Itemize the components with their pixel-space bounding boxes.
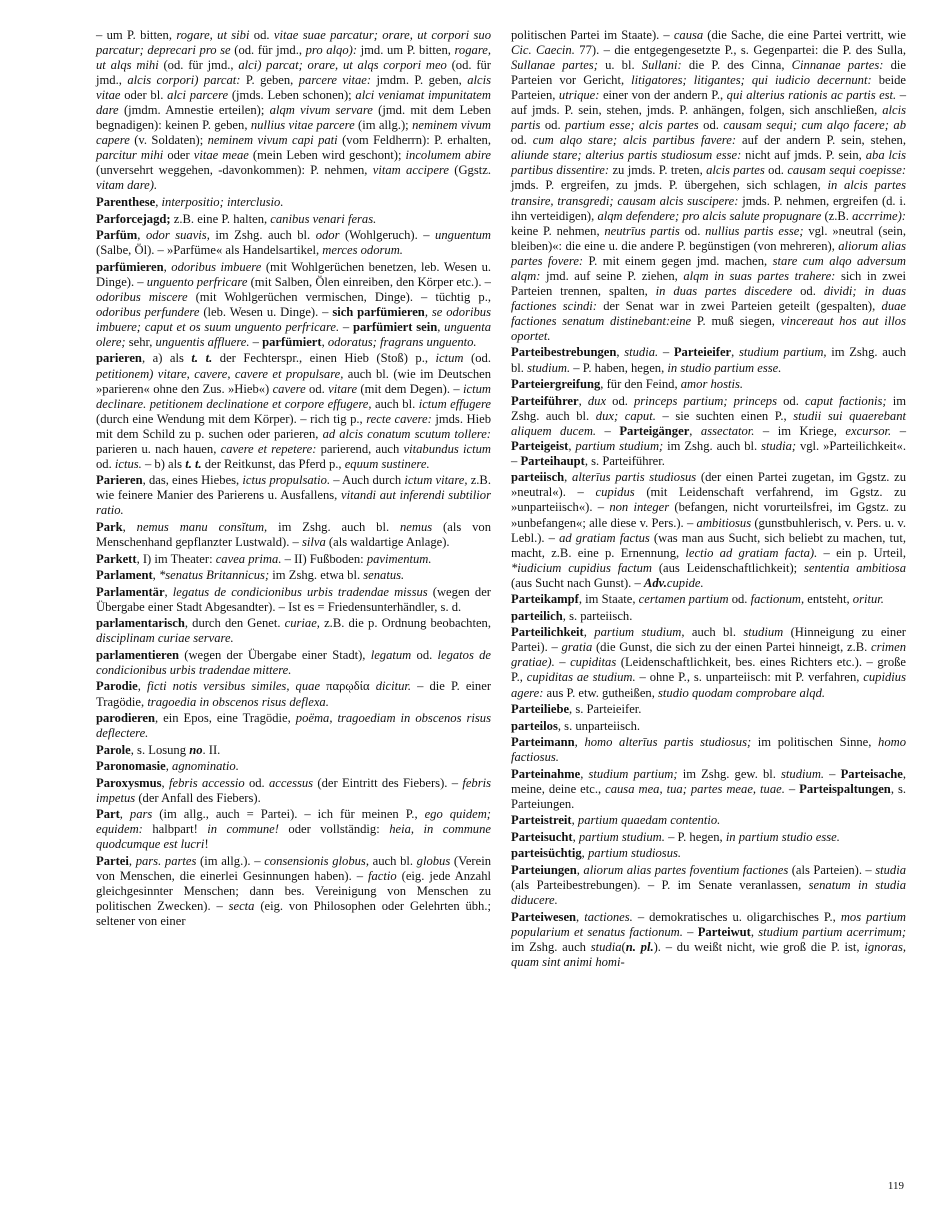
dictionary-entry: Paronomasie, agnominatio. — [96, 759, 239, 774]
dictionary-entry: Park, nemus manu consĭtum, im Zshg. auch bl. nemus (als von Menschenhand gepflanzter Lustwald). – silva (als waldartige Anlage). — [96, 520, 492, 550]
dictionary-entry: Parteiergreifung, für den Feind, amor hostis. — [511, 377, 744, 392]
right-column — [511, 28, 906, 971]
dictionary-entry: parodieren, ein Epos, eine Tragödie, poëma, tragoediam in obscenos risus deflectere. — [96, 711, 491, 741]
dictionary-entry: Parteisucht, partium studium. – P. hegen, in partium studio esse. — [511, 829, 840, 844]
dictionary-entry: Parlament, *senatus Britannicus; im Zshg. etwa bl. senatus. — [96, 568, 405, 583]
dictionary-entry: Parieren, das, eines Hiebes, ictus propulsatio. – Auch durch ictum vitare, z.B. wie feinere Manier des Parierens u. Ausfallens, vitandi aut inferendi subtilior ratio. — [96, 473, 491, 518]
dictionary-entry: parfümieren, odoribus imbuere (mit Wohlgerüchen benetzen, leb. Wesen u. Dinge). – unguento perfricare (mit Salben, Ölen einreiben, den Körper etc.). – odoribus miscere (mit Wohlgerüchen vermischen, Dinge). – tüchtig p., odoribus perfundere (leb. Wesen u. Dinge). – sich parfümieren, se odoribus imbuere; caput et os suum unguento perfricare. – parfümiert sein, unguenta olere; sehr, unguentis affluere. – parfümiert, odoratus; fragrans unguento. — [96, 259, 492, 349]
dictionary-entry: parlamentarisch, durch den Genet. curiae, z.B. die p. Ordnung beobachten, disciplinam curiae servare. — [96, 616, 491, 646]
dictionary-entry: Parteinahme, studium partium; im Zshg. gew. bl. studium. – Parteisache, meine, deine etc., causa mea, tua; partes meae, tuae. – Parteispaltungen, s. Parteiungen. — [511, 766, 906, 811]
dictionary-entry: Parteistreit, partium quaedam contentio. — [511, 813, 721, 828]
dictionary-entry: Part, pars (im allg., auch = Partei). – ich für meinen P., ego quidem; equidem: halbpart! in commune! oder vollständig: heia, in commune quodcumque est lucri! — [96, 807, 491, 852]
left-column — [96, 28, 491, 931]
dictionary-entry: Paroxysmus, febris accessio od. accessus (der Eintritt des Fiebers). – febris impetus (der Anfall des Fiebers). — [96, 775, 492, 805]
dictionary-entry: Parteimann, homo alterīus partis studiosus; im politischen Sinne, homo factiosus. — [511, 735, 907, 765]
dictionary-entry: Parforcejagd; z.B. eine P. halten, canibus venari feras. — [96, 211, 377, 226]
dictionary-entry: parteilos, s. unparteiisch. — [511, 718, 641, 733]
dictionary-entry: Parteibestrebungen, studia. – Parteieifer, studium partium, im Zshg. auch bl. studium. – P. haben, hegen, in studio partium esse. — [511, 345, 906, 375]
dictionary-entry: Parteiwesen, tactiones. – demokratisches u. oligarchisches P., mos partium popularium et senatus factionum. – Parteiwut, studium partium acerrimum; im Zshg. auch studia(n. pl.). – du weißt nicht, wie groß die P. ist, ignoras, quam sint animi homi- — [511, 909, 907, 969]
page-number: 119 — [887, 1180, 904, 1192]
dictionary-entry: parieren, a) als t. t. der Fechterspr., einen Hieb (Stoß) p., ictum (od. petitionem) vitare, cavere, cavere et propulsare, auch bl. (wie im Deutschen »parieren« ohne den Zus. »Hieb«) cavere od. vitare (mit dem Degen). – ictum declinare. petitionem declinatione et corpore effugere, auch bl. ictum effugere (durch eine Wendung mit dem Körper). – rich tig p., recte cavere: jmds. Hieb mit dem Schild zu p. suchen oder parieren, ad alcis conatum scutum tollere: parieren u. nach hauen, cavere et repetere: parierend, auch vitabundus ictum od. ictus. – b) als t. t. der Reitkunst, das Pferd p., equum sustinere. — [96, 351, 491, 471]
dictionary-entry: Parodie, ficti notis versibus similes, quae παρῳδία dicitur. – die P. einer Tragödie, tragoedia in obscenos risus deflexa. — [96, 679, 492, 709]
dictionary-entry: Parole, s. Losung no. II. — [96, 742, 221, 757]
dictionary-entry: Parteiliebe, s. Parteieifer. — [511, 702, 642, 717]
dictionary-entry: Parkett, I) im Theater: cavea prima. – II) Fußboden: pavimentum. — [96, 551, 432, 566]
dictionary-entry: parteiisch, alterīus partis studiosus (der einen Partei zugetan, im Ggstz. zu »neutral«). – cupidus (mit Leidenschaft verfahrend, im Ggstz. zu »unparteiisch«). – non integer (befangen, nicht vorurteilsfrei, im Ggstz. zu »unbefangen«; alle diese v. Pers.). – ambitiosus (gunstbuhlerisch, v. Pers. u. v. Lebl.). – ad gratiam factus (was man aus Sucht, sich beliebt zu machen, tut, macht, z.B. eine p. Ernennung, lectio ad gratiam facta). – ein p. Urteil, *iudicium cupidius factum (aus Leidenschaftlichkeit); sententia ambitiosa (aus Sucht nach Gunst). – Adv.cupide. — [511, 470, 907, 590]
dictionary-entry: Partei, pars. partes (im allg.). – consensionis globus, auch bl. globus (Verein von Menschen, die einerlei Gesinnungen haben). – factio (eig. jede Anzahl gleichgesinnter Menschen; dann bes. Vereinigung von Menschen zu politischen Zwecken). – secta (eig. von Philosophen oder Gelehrten übh.; seltener von einer — [96, 853, 491, 929]
dictionary-entry: Parteiführer, dux od. princeps partium; princeps od. caput factionis; im Zshg. auch bl. dux; caput. – sie suchten einen P., studii sui quaerebant aliquem ducem. – Parteigänger, assectator. – im Kriege, excursor. – Parteigeist, partium studium; im Zshg. auch bl. studia; vgl. »Parteilichkeit«. – Parteihaupt, s. Parteiführer. — [511, 393, 906, 468]
dictionary-entry: Parteiungen, aliorum alias partes foventium factiones (als Parteien). – studia (als Parteibestrebungen). – P. im Senate veranlassen, senatum in studia diducere. — [511, 863, 906, 908]
dictionary-entry: Parlamentär, legatus de condicionibus urbis tradendae missus (wegen der Übergabe einer Stadt Abgesandter). – Ist es = Friedensunterhändler, s. d. — [96, 584, 491, 614]
dictionary-entry: parlamentieren (wegen der Übergabe einer Stadt), legatum od. legatos de condicionibus urbis tradendae mittere. — [96, 647, 492, 677]
dictionary-entry: Parfüm, odor suavis, im Zshg. auch bl. odor (Wohlgeruch). – unguentum (Salbe, Öl). – »Parfüme« als Handelsartikel, merces odorum. — [96, 228, 492, 258]
dictionary-entry: Parenthese, interpositio; interclusio. — [96, 195, 284, 210]
dictionary-entry: politischen Partei im Staate). – causa (die Sache, die eine Partei vertritt, wie Cic. Caecin. 77). – die entgegengesetzte P., s. Gegenpartei: die P. des Sulla, Sullanae partes; u. bl. Sullani: die P. des Cinna, Cinnanae partes: die Parteien vor Gericht, litigatores; litigantes; qui iudicio decernunt: beide Parteien, utrique: einer von der andern P., qui alterius rationis ac partis est. – auf jmds. P. sein, stehen, jmds. P. anhängen, folgen, sich anschließen, alcis partis od. partium esse; alcis partes od. causam sequi; cum alqo facere; ab od. cum alqo stare; alcis partibus favere: auf der andern P. sein, stehen, aliunde stare; alterius partis studiosum esse: nicht auf jmds. P. sein, aba lcis partibus dissentire: zu jmds. P. treten, alcis partes od. causam sequi coepisse: jmds. P. ergreifen, zu jmds. P. übergehen, sich schlagen, in alcis partes transire, transgredi; causam alcis suscipere: jmds. P. nehmen, ergreifen (d. i. ihn verteidigen), alqm defendere; pro alcis salute propugnare (z.B. accrrime): keine P. nehmen, neutrīus partis od. nullius partis esse; vgl. »neutral (sein, bleiben)«: die eine u. die andere P. begünstigen (von mehreren), aliorum alias partes fovere: P. mit einem gegen jmd. machen, stare cum alqo adversum alqm: jmd. auf seine P. ziehen, alqm in suas partes trahere: sich in zwei Parteien trennen, spalten, in duas partes discedere od. dividi; in duas factiones scindi: der Senat war in zwei Parteien geteilt (gespalten), duae factiones senatum distinebant:eine P. muß siegen, vincereaut hos aut illos oportet. — [511, 28, 907, 343]
dictionary-entry: – um P. bitten, rogare, ut sibi od. vitae suae parcatur; orare, ut corpori suo parcatur; deprecari pro se (od. für jmd., pro alqo): jmd. um P. bitten, rogare, ut alqs mihi (od. für jmd., alci) parcat; orare, ut alqs corpori meo (od. für jmd., alcis corpori) parcat: P. geben, parcere vitae: jmdm. P. geben, alcis vitae oder bl. alci parcere (jmds. Leben schonen); alci veniamat impunitatem dare (jmdm. Amnestie erteilen); alqm vivum servare (jmd. mit dem Leben begnadigen): keinen P. geben, nullius vitae parcere (im allg.); neminem vivum capere (v. Soldaten); neminem vivum capi pati (vom Feldherrn): P. erhalten, parcitur mihi oder vitae meae (mein Leben wird geschont); incolumem abire (unversehrt weggehen, -davonkommen): P. nehmen, vitam accipere (Ggstz. vitam dare). — [96, 28, 492, 193]
dictionary-entry: parteisüchtig, partium studiosus. — [511, 846, 682, 861]
dictionary-entry: parteilich, s. parteiisch. — [511, 608, 633, 623]
dictionary-entry: Parteikampf, im Staate, certamen partium od. factionum, entsteht, oritur. — [511, 592, 884, 607]
dictionary-entry: Parteilichkeit, partium studium, auch bl. studium (Hinneigung zu einer Partei). – gratia (die Gunst, die sich zu der einen Partei hinneigt, z.B. crimen gratiae). – cupiditas (Leidenschaftlichkeit, bes. eines Richters etc.). – große P., cupiditas ae studium. – ohne P., s. unparteiisch: mit P. verfahren, cupidius agere: aus P. etw. gutheißen, studio quodam comprobare alqd. — [511, 625, 907, 700]
